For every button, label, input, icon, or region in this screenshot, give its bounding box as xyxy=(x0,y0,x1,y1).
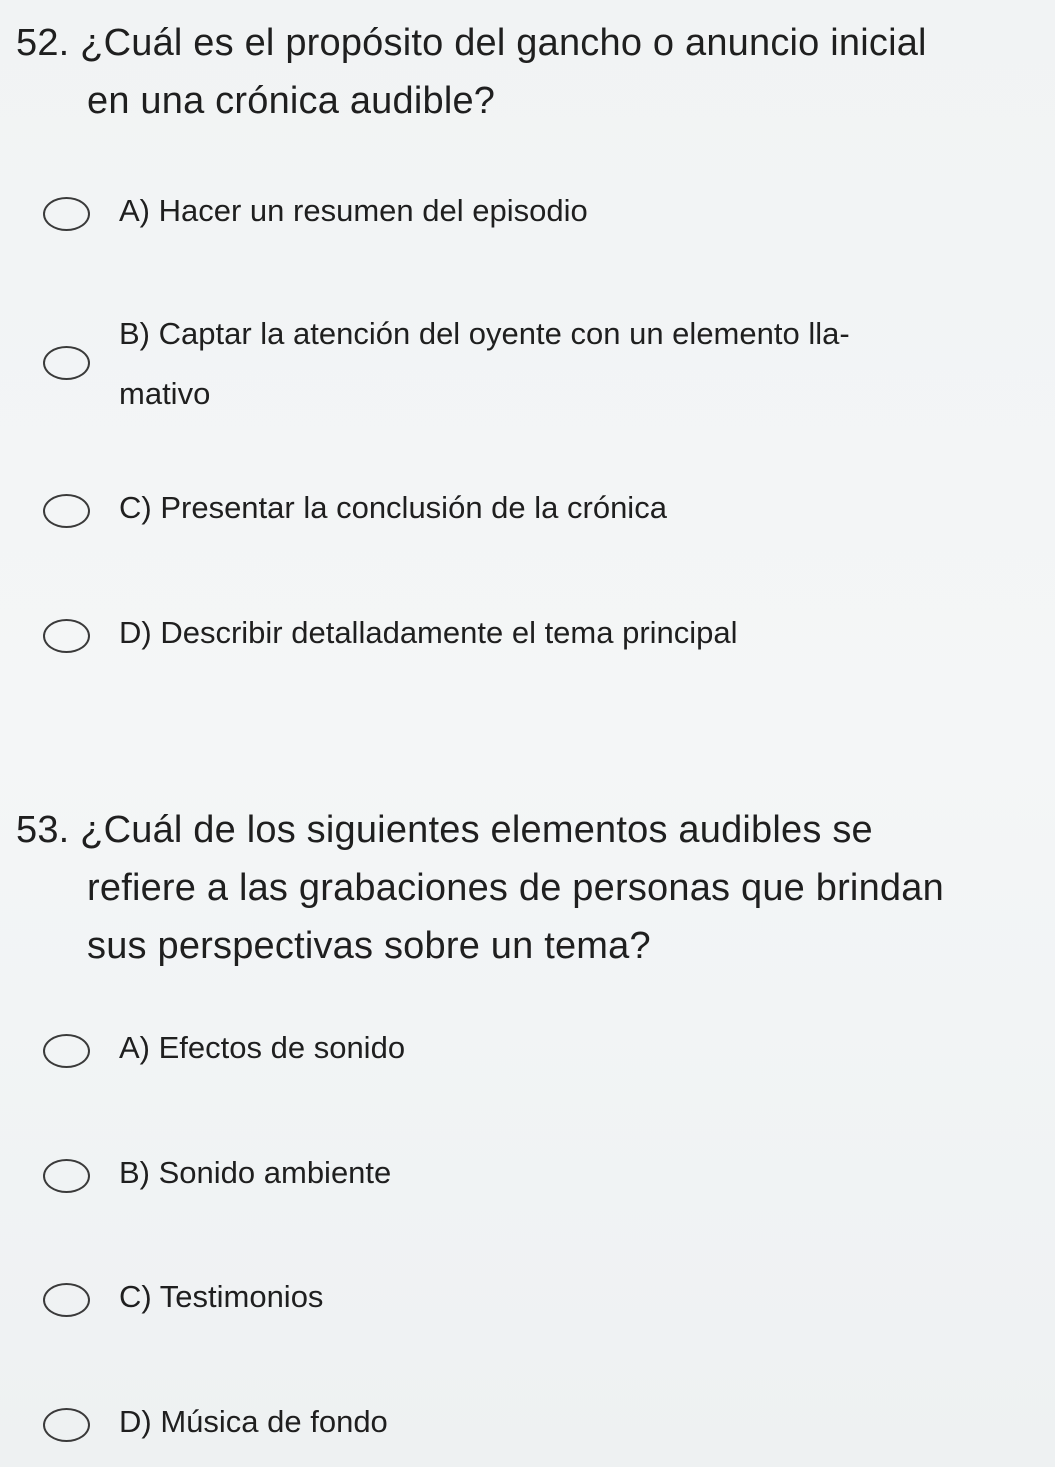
radio-button[interactable] xyxy=(43,346,90,380)
question-52-title-line-2: en una crónica audible? xyxy=(87,80,496,122)
option-label-line-1: D) Música de fondo xyxy=(119,1404,388,1439)
option-label-line-1: B) Captar la atención del oyente con un elemento lla- xyxy=(119,316,850,351)
radio-button[interactable] xyxy=(43,619,90,653)
radio-button[interactable] xyxy=(43,1159,90,1193)
option-label xyxy=(119,1392,388,1452)
question-53-title-line-3: sus perspectivas sobre un tema? xyxy=(87,925,651,967)
option-label xyxy=(119,181,588,241)
question-53-option-d[interactable] xyxy=(0,1388,1055,1458)
question-53-title-line-1: 53. ¿Cuál de los siguientes elementos audibles se xyxy=(16,809,873,851)
option-label-line-1: C) Presentar la conclusión de la crónica xyxy=(119,490,667,525)
question-52-title-line-1: 52. ¿Cuál es el propósito del gancho o anuncio inicial xyxy=(16,22,927,64)
question-52-option-d[interactable] xyxy=(0,599,1055,669)
option-label xyxy=(119,478,667,538)
radio-button[interactable] xyxy=(43,1283,90,1317)
option-label-line-2: mativo xyxy=(119,376,211,411)
question-52-title xyxy=(16,14,1051,130)
option-label-line-1: B) Sonido ambiente xyxy=(119,1155,392,1190)
question-53-title xyxy=(16,801,1051,975)
radio-button[interactable] xyxy=(43,197,90,231)
question-52-option-c[interactable] xyxy=(0,474,1055,544)
radio-button[interactable] xyxy=(43,1408,90,1442)
option-label-line-1: C) Testimonios xyxy=(119,1279,324,1314)
option-label xyxy=(119,1143,391,1203)
question-53-option-a[interactable] xyxy=(0,1014,1055,1084)
option-label xyxy=(119,1267,323,1327)
option-label xyxy=(119,304,850,424)
option-label xyxy=(119,603,738,663)
option-label-line-1: A) Hacer un resumen del episodio xyxy=(119,193,588,228)
question-52-option-a[interactable] xyxy=(0,177,1055,247)
option-label xyxy=(119,1018,405,1078)
question-53-title-line-2: refiere a las grabaciones de personas que brindan xyxy=(87,867,944,909)
option-label-line-1: D) Describir detalladamente el tema principal xyxy=(119,615,738,650)
option-label-line-1: A) Efectos de sonido xyxy=(119,1030,406,1065)
radio-button[interactable] xyxy=(43,1034,90,1068)
question-52-option-b[interactable] xyxy=(0,300,1055,430)
question-53-option-c[interactable] xyxy=(0,1263,1055,1333)
radio-button[interactable] xyxy=(43,494,90,528)
question-53-option-b[interactable] xyxy=(0,1139,1055,1209)
